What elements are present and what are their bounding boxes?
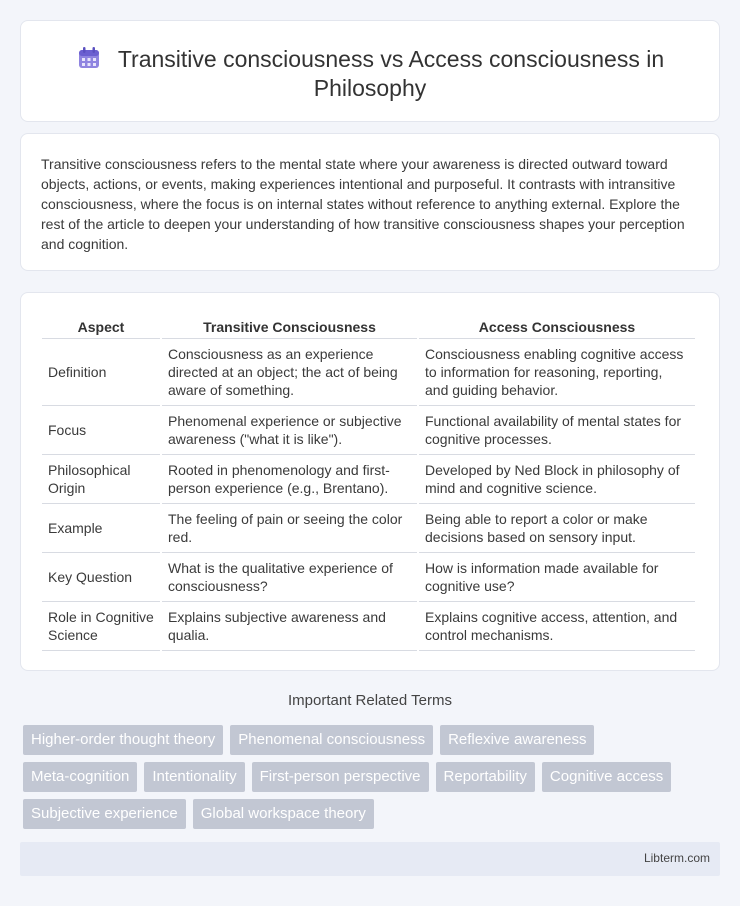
related-terms bbox=[23, 725, 723, 836]
cell-access: Explains cognitive access, attention, and control mechanisms. bbox=[419, 602, 695, 651]
cell-aspect: Definition bbox=[42, 339, 160, 406]
cell-access: Consciousness enabling cognitive access to information for reasoning, reporting, and guiding behavior. bbox=[419, 339, 695, 406]
cell-transitive: What is the qualitative experience of consciousness? bbox=[162, 553, 417, 602]
table-row bbox=[42, 602, 695, 651]
header-access: Access Consciousness bbox=[419, 313, 695, 339]
related-term-tag[interactable]: Global workspace theory bbox=[193, 799, 374, 829]
comparison-card bbox=[20, 292, 720, 671]
related-term-tag[interactable]: First-person perspective bbox=[252, 762, 429, 792]
cell-access: Developed by Ned Block in philosophy of mind and cognitive science. bbox=[419, 455, 695, 504]
cell-aspect: Focus bbox=[42, 406, 160, 455]
page-title-text: Transitive consciousness vs Access consciousness in Philosophy bbox=[117, 46, 665, 101]
cell-aspect: Key Question bbox=[42, 553, 160, 602]
cell-transitive: Explains subjective awareness and qualia. bbox=[162, 602, 417, 651]
title-card bbox=[20, 20, 720, 122]
cell-aspect: Philosophical Origin bbox=[42, 455, 160, 504]
related-term-tag[interactable]: Cognitive access bbox=[542, 762, 671, 792]
table-header-row bbox=[42, 313, 695, 339]
header-transitive: Transitive Consciousness bbox=[162, 313, 417, 339]
cell-transitive: Rooted in phenomenology and first-person experience (e.g., Brentano). bbox=[162, 455, 417, 504]
cell-access: How is information made available for cognitive use? bbox=[419, 553, 695, 602]
intro-card bbox=[20, 133, 720, 271]
cell-aspect: Example bbox=[42, 504, 160, 553]
related-term-tag[interactable]: Reportability bbox=[436, 762, 535, 792]
tag-row bbox=[23, 799, 723, 829]
calendar-icon bbox=[76, 45, 102, 71]
table-row bbox=[42, 455, 695, 504]
header-aspect: Aspect bbox=[42, 313, 160, 339]
related-term-tag[interactable]: Intentionality bbox=[144, 762, 244, 792]
intro-paragraph: Transitive consciousness refers to the mental state where your awareness is directed outward toward objects, actions, or events, making experiences intentional and purposeful. It contrasts with intransitive consciousness, where the focus is on internal states without reference to anything external. Explore the rest of the article to deepen your understanding of how transitive consciousness shapes your perception and cognition. bbox=[41, 156, 685, 252]
tag-row bbox=[23, 762, 723, 792]
footer bbox=[20, 842, 720, 876]
related-term-tag[interactable]: Meta-cognition bbox=[23, 762, 137, 792]
page-title bbox=[21, 45, 719, 103]
related-term-tag[interactable]: Reflexive awareness bbox=[440, 725, 594, 755]
table-row bbox=[42, 504, 695, 553]
footer-brand[interactable]: Libterm.com bbox=[643, 851, 710, 865]
cell-transitive: Phenomenal experience or subjective awareness ("what it is like"). bbox=[162, 406, 417, 455]
table-row bbox=[42, 553, 695, 602]
cell-aspect: Role in Cognitive Science bbox=[42, 602, 160, 651]
cell-access: Functional availability of mental states for cognitive processes. bbox=[419, 406, 695, 455]
related-terms-title: Important Related Terms bbox=[288, 692, 452, 709]
cell-transitive: Consciousness as an experience directed at an object; the act of being aware of something. bbox=[162, 339, 417, 406]
tag-row bbox=[23, 725, 723, 755]
related-term-tag[interactable]: Phenomenal consciousness bbox=[230, 725, 433, 755]
comparison-table bbox=[40, 313, 697, 651]
cell-access: Being able to report a color or make decisions based on sensory input. bbox=[419, 504, 695, 553]
related-term-tag[interactable]: Subjective experience bbox=[23, 799, 186, 829]
related-term-tag[interactable]: Higher-order thought theory bbox=[23, 725, 223, 755]
table-row bbox=[42, 406, 695, 455]
cell-transitive: The feeling of pain or seeing the color red. bbox=[162, 504, 417, 553]
table-row bbox=[42, 339, 695, 406]
